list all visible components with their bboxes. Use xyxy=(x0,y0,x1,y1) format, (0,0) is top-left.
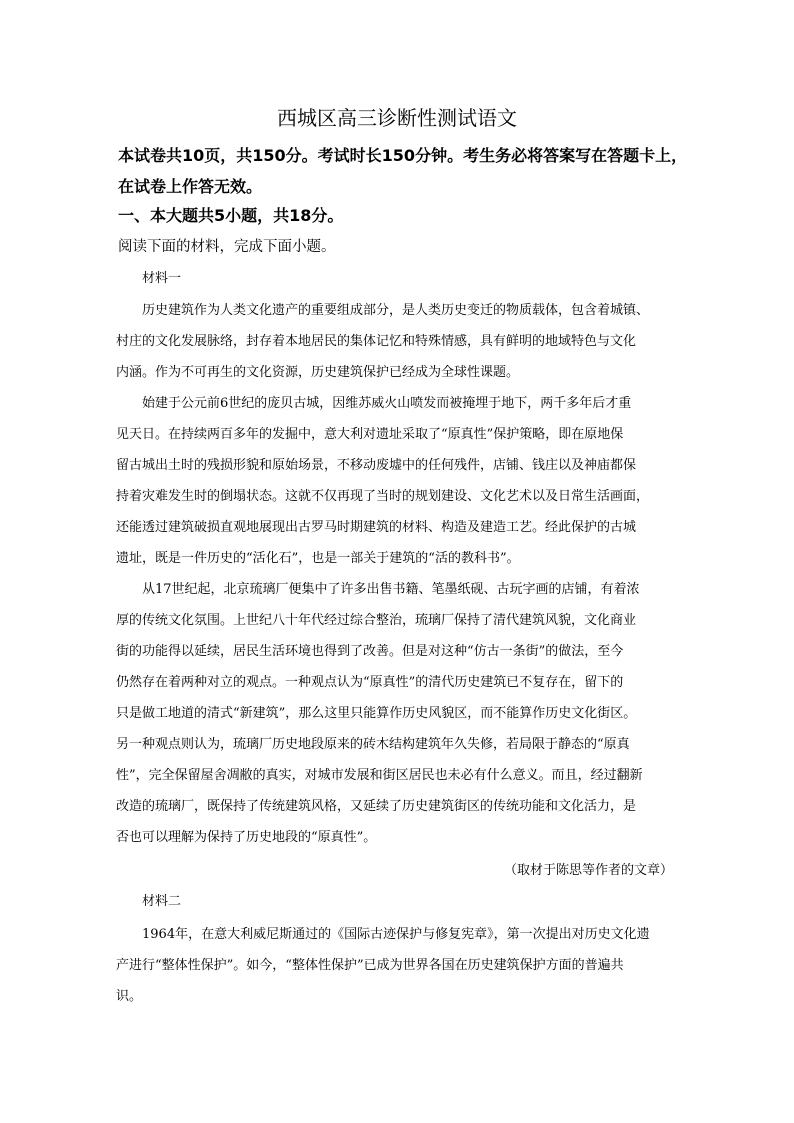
material1-p3-line-9: 否也可以理解为保持了历史地段的“原真性”。 xyxy=(116,830,377,845)
material1-p3-line-3: 街的功能得以延续，居民生活环境也得到了改善。但是对这种“仿古一条街”的做法，至今 xyxy=(116,644,624,659)
material2-line-2: 产进行“整体性保护”。如今，“整体性保护”已成为世界各国在历史建筑保护方面的普遍共 xyxy=(116,958,624,973)
material1-p3-line-5: 只是做工地道的清式“新建筑”，那么这里只能算作历史风貌区，而不能算作历史文化街区。 xyxy=(116,706,637,721)
material1-p2-line-1: 始建于公元前6世纪的庞贝古城，因维苏威火山喷发而被掩埋于地下，两千多年后才重 xyxy=(142,396,632,411)
material1-p3-line-1: 从17世纪起，北京琉璃厂便集中了许多出售书籍、笔墨纸砚、古玩字画的店铺，有着浓 xyxy=(142,582,640,597)
material1-p1-line-3: 内涵。作为不可再生的文化资源，历史建筑保护已经成为全球性课题。 xyxy=(116,365,520,380)
material1-p3-line-4: 仍然存在着两种对立的观点。一种观点认为“原真性”的清代历史建筑已不复存在，留下的 xyxy=(116,675,624,690)
notice-line-2: 在试卷上作答无效。 xyxy=(118,177,263,196)
instruction-text: 阅读下面的材料，完成下面小题。 xyxy=(118,239,336,255)
material1-p2-line-2: 见天日。在持续两百多年的发掘中，意大利对遗址采取了“原真性”保护策略，即在原地保 xyxy=(116,427,624,442)
material1-p3-line-2: 厚的传统文化氛围。上世纪八十年代经过综合整治，琉璃厂保持了清代建筑风貌，文化商业 xyxy=(116,613,637,628)
material1-p2-line-4: 持着灾难发生时的倒塌状态。这就不仅再现了当时的规划建设、文化艺术以及日常生活画面， xyxy=(116,489,650,504)
page-title: 西城区高三诊断性测试语文 xyxy=(277,106,517,130)
material1-heading: 材料一 xyxy=(142,271,182,286)
material1-p2-line-5: 还能透过建筑破损直观地展现出古罗马时期建筑的材料、构造及建造工艺。经此保护的古城 xyxy=(116,520,637,535)
material1-p1-line-2: 村庄的文化发展脉络，封存着本地居民的集体记忆和特殊情感，具有鲜明的地域特色与文化 xyxy=(116,334,637,349)
notice-line-1: 本试卷共10页，共150分。考试时长150分钟。考生务必将答案写在答题卡上， xyxy=(118,146,688,165)
material1-p2-line-6: 遗址，既是一件历史的“活化石”，也是一部关于建筑的“活的教科书”。 xyxy=(116,551,520,566)
material2-heading: 材料二 xyxy=(142,894,182,909)
material1-p2-line-3: 留古城出土时的残损形貌和原始场景，不移动废墟中的任何残件，店铺、钱庄以及神庙都保 xyxy=(116,458,637,473)
material1-source: （取材于陈思等作者的文章） xyxy=(503,863,673,878)
section-heading: 一、本大题共5小题，共18分。 xyxy=(118,206,344,225)
material2-line-3: 识。 xyxy=(116,989,143,1004)
material1-p1-line-1: 历史建筑作为人类文化遗产的重要组成部分，是人类历史变迁的物质载体，包含着城镇、 xyxy=(142,303,650,318)
material1-p3-line-6: 另一种观点则认为，琉璃厂历史地段原来的砖木结构建筑年久失修，若局限于静态的“原真 xyxy=(116,737,630,752)
material2-line-1: 1964年，在意大利威尼斯通过的《国际古迹保护与修复宪章》，第一次提出对历史文化遗 xyxy=(142,927,650,942)
material1-p3-line-8: 改造的琉璃厂，既保持了传统建筑风格，又延续了历史建筑街区的传统功能和文化活力，是 xyxy=(116,799,637,814)
material1-p3-line-7: 性”，完全保留屋舍凋敝的真实，对城市发展和街区居民也未必有什么意义。而且，经过翻新 xyxy=(116,768,643,783)
